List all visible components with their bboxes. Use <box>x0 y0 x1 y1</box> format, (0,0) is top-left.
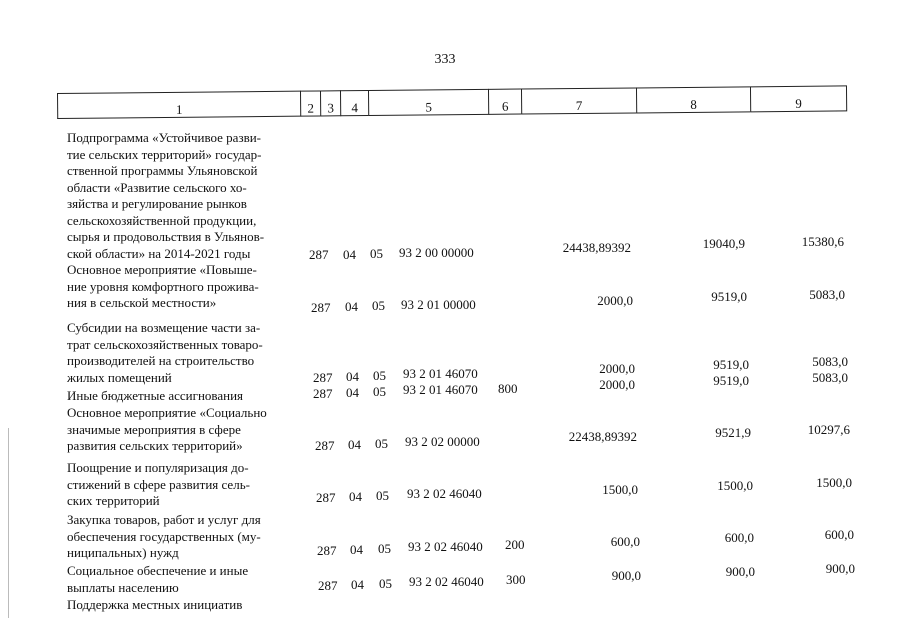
row-desc-subsidies: Субсидии на возмещение части за- трат сельскохозяйственных товаро- производителей на строительство жилых помещений <box>67 320 263 385</box>
cell-c4: 05 <box>370 246 383 261</box>
cell-c8: 900,0 <box>725 564 755 579</box>
row-desc-main-activity-2: Основное мероприятие «Социально значимые мероприятия в сфере развития сельских территорий» <box>67 405 267 453</box>
cell-c8: 9519,0 <box>713 357 749 372</box>
cell-c5: 93 2 02 46040 <box>407 486 482 501</box>
cell-c2: 287 <box>309 247 329 262</box>
row-desc-main-activity-1: Основное мероприятие «Повыше- ние уровня комфортного прожива- ния в сельской местности» <box>67 262 259 310</box>
cell-c3: 04 <box>349 489 362 504</box>
cell-c8: 19040,9 <box>702 236 745 251</box>
cell-c7: 22438,89392 <box>568 429 637 444</box>
header-col-6: 6 <box>488 89 521 115</box>
cell-c9: 5083,0 <box>809 287 845 302</box>
cell-c9: 15380,6 <box>801 234 844 249</box>
cell-c9: 10297,6 <box>807 422 850 437</box>
cell-c2: 287 <box>313 370 333 385</box>
cell-c7: 600,0 <box>610 534 640 549</box>
cell-c8: 9519,0 <box>711 289 747 304</box>
header-col-5: 5 <box>368 89 488 116</box>
table-header <box>57 85 847 121</box>
row-desc-other-allocations: Иные бюджетные ассигнования <box>67 388 244 403</box>
scan-edge-line <box>8 428 9 618</box>
cell-c7: 2000,0 <box>599 361 635 376</box>
cell-c3: 04 <box>350 542 363 557</box>
cell-c2: 287 <box>318 578 338 593</box>
cell-c9: 5083,0 <box>812 354 848 369</box>
cell-c5: 93 2 02 46040 <box>408 539 483 554</box>
header-col-1: 1 <box>57 91 300 119</box>
header-col-4: 4 <box>340 90 368 116</box>
cell-c3: 04 <box>351 577 364 592</box>
cell-c4: 05 <box>378 541 391 556</box>
cell-c7: 900,0 <box>611 568 641 583</box>
header-col-8: 8 <box>636 86 750 113</box>
cell-c9: 5083,0 <box>812 370 848 385</box>
row-desc-social: Социальное обеспечение и иные выплаты населению <box>67 563 249 595</box>
cell-c3: 04 <box>346 369 359 384</box>
cell-c2: 287 <box>315 438 335 453</box>
row-desc-subprogram: Подпрограмма «Устойчивое разви- тие сельских территорий» государ- ственной программы Ульяновской области «Развитие сельского хо- зяйства и регулирование рынков сельскохозяйственной продукции, сырья и продовольствия в Ульянов- ской области» на 2014-2021 годы <box>67 130 265 261</box>
cell-c4: 05 <box>379 576 392 591</box>
cell-c4: 05 <box>373 368 386 383</box>
cell-c9: 900,0 <box>825 561 855 576</box>
cell-c7: 1500,0 <box>602 482 638 497</box>
page-number: 333 <box>434 52 456 67</box>
header-col-2: 2 <box>300 90 320 116</box>
cell-c4: 05 <box>376 488 389 503</box>
cell-c2: 287 <box>316 490 336 505</box>
cell-c9: 1500,0 <box>816 475 852 490</box>
cell-c5: 93 2 02 46040 <box>409 574 484 589</box>
cell-c7: 2000,0 <box>599 377 635 392</box>
cell-c2: 287 <box>311 300 331 315</box>
header-col-7: 7 <box>521 87 636 114</box>
cell-c2: 287 <box>313 386 333 401</box>
cell-c5: 93 2 02 00000 <box>405 434 480 449</box>
row-desc-procurement: Закупка товаров, работ и услуг для обеспечения государственных (му- ниципальных) нужд <box>67 512 261 560</box>
cell-c5: 93 2 00 00000 <box>399 245 474 260</box>
cell-c8: 9519,0 <box>713 373 749 388</box>
cell-c6: 800 <box>498 381 518 396</box>
header-col-3: 3 <box>320 90 340 116</box>
cell-c3: 04 <box>348 437 361 452</box>
cell-c7: 2000,0 <box>597 293 633 308</box>
cell-c6: 200 <box>505 537 525 552</box>
cell-c2: 287 <box>317 543 337 558</box>
cell-c9: 600,0 <box>824 527 854 542</box>
cell-c6: 300 <box>506 572 526 587</box>
cell-c4: 05 <box>372 298 385 313</box>
cell-c8: 1500,0 <box>717 478 753 493</box>
cell-c5: 93 2 01 46070 <box>403 382 478 397</box>
cell-c5: 93 2 01 00000 <box>401 297 476 312</box>
header-col-9: 9 <box>750 85 847 112</box>
cell-c3: 04 <box>345 299 358 314</box>
cell-c4: 05 <box>375 436 388 451</box>
cell-c7: 24438,89392 <box>562 240 631 255</box>
cell-c8: 600,0 <box>724 530 754 545</box>
cell-c4: 05 <box>373 384 386 399</box>
row-desc-local-initiatives: Поддержка местных инициатив <box>67 597 243 612</box>
cell-c8: 9521,9 <box>715 425 751 440</box>
cell-c5: 93 2 01 46070 <box>403 366 478 381</box>
cell-c3: 04 <box>346 385 359 400</box>
cell-c3: 04 <box>343 247 356 262</box>
row-desc-promotion: Поощрение и популяризация до- стижений в сфере развития сель- ских территорий <box>67 460 250 508</box>
